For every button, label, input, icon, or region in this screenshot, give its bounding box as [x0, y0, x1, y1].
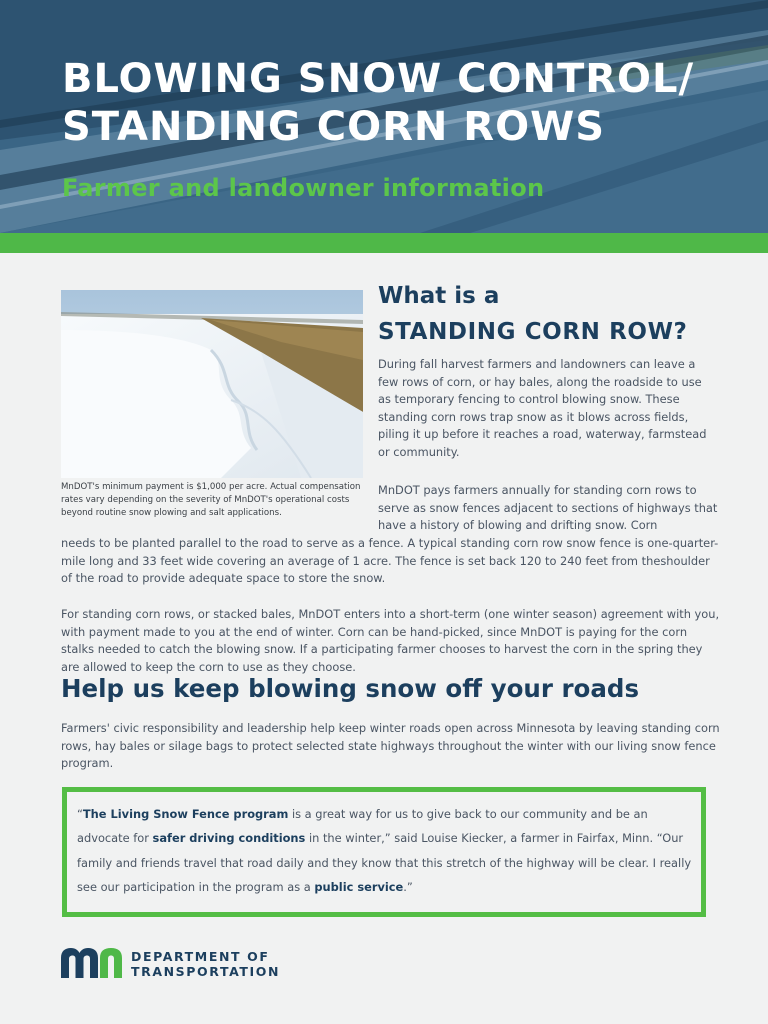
heading-line-2: STANDING CORN ROW?: [378, 319, 688, 345]
paragraph-payment-part-1: MnDOT pays farmers annually for standing corn rows to serve as snow fences adjacent to sections of highways that have a history of blowing and drifting snow. Corn: [378, 483, 718, 533]
paragraph-civic-responsibility: Farmers' civic responsibility and leadership help keep winter roads open across Minnesota by leaving standing corn rows, hay bales or silage bags to protect selected state highways throughout the winter with our living snow fence program.: [61, 721, 720, 771]
quote-bold-public-service: public service: [314, 880, 404, 895]
green-divider-bar: [0, 233, 768, 253]
standing-corn-rows-photo: [61, 290, 363, 478]
testimonial-quote: [77, 802, 693, 900]
section-heading-help: Help us keep blowing snow off your roads: [61, 674, 640, 703]
quote-bold-safer-driving: safer driving conditions: [152, 831, 306, 846]
quote-open-mark: “: [77, 807, 83, 821]
quote-text-2: in the winter,” said Louise Kiecker, a farmer in Fairfax, Minn. “Our family and friends travel that road daily and they know that this stretch of the highway will be clear. I really see our participation in the program as a: [77, 831, 692, 895]
mndot-logo-icon: [61, 948, 125, 978]
logo-line-1: DEPARTMENT OF: [131, 949, 270, 964]
logo-line-2: TRANSPORTATION: [131, 964, 281, 979]
paragraph-payment-part-2: needs to be planted parallel to the road to serve as a fence. A typical standing corn row snow fence is one-quarter-mile long and 33 feet wide covering an average of 1 acre. The fence is set back 120 to 240 feet from theshoulder of the road to provide adequate space to store the snow.: [61, 536, 719, 586]
heading-line-1: What is a: [378, 283, 500, 309]
page-title: [62, 55, 694, 151]
department-of-transportation-wordmark: [131, 949, 280, 979]
quote-bold-program: The Living Snow Fence program: [82, 807, 289, 821]
quote-close-mark: .”: [403, 880, 413, 895]
page-subtitle: Farmer and landowner information: [62, 174, 545, 202]
paragraph-what-is: During fall harvest farmers and landowners can leave a few rows of corn, or hay bales, along the roadside to use as temporary fencing to control blowing snow. These standing corn rows trap snow as it blows across fields, piling it up before it reaches a road, waterway, farmstead or community.: [378, 357, 707, 459]
title-line-1: BLOWING SNOW CONTROL/: [62, 56, 695, 102]
photo-caption: MnDOT's minimum payment is $1,000 per acre. Actual compensation rates vary depending on the severity of MnDOT's operational costs beyond routine snow plowing and salt applications.: [61, 482, 361, 518]
title-line-2: STANDING CORN ROWS: [62, 104, 606, 150]
quote-text-1: is a great way for us to give back to our community and be an advocate for: [77, 807, 648, 846]
paragraph-agreement: For standing corn rows, or stacked bales, MnDOT enters into a short-term (one winter season) agreement with you, with payment made to you at the end of winter. Corn can be hand-picked, since MnDOT is paying for the corn stalks needed to catch the blowing snow. If a participating farmer chooses to harvest the corn in the spring they are allowed to keep the corn to use as they choose.: [61, 607, 720, 674]
section-heading-standing-corn-row: [378, 278, 687, 350]
testimonial-quote-box: [62, 787, 706, 917]
hero-banner: [0, 0, 768, 233]
